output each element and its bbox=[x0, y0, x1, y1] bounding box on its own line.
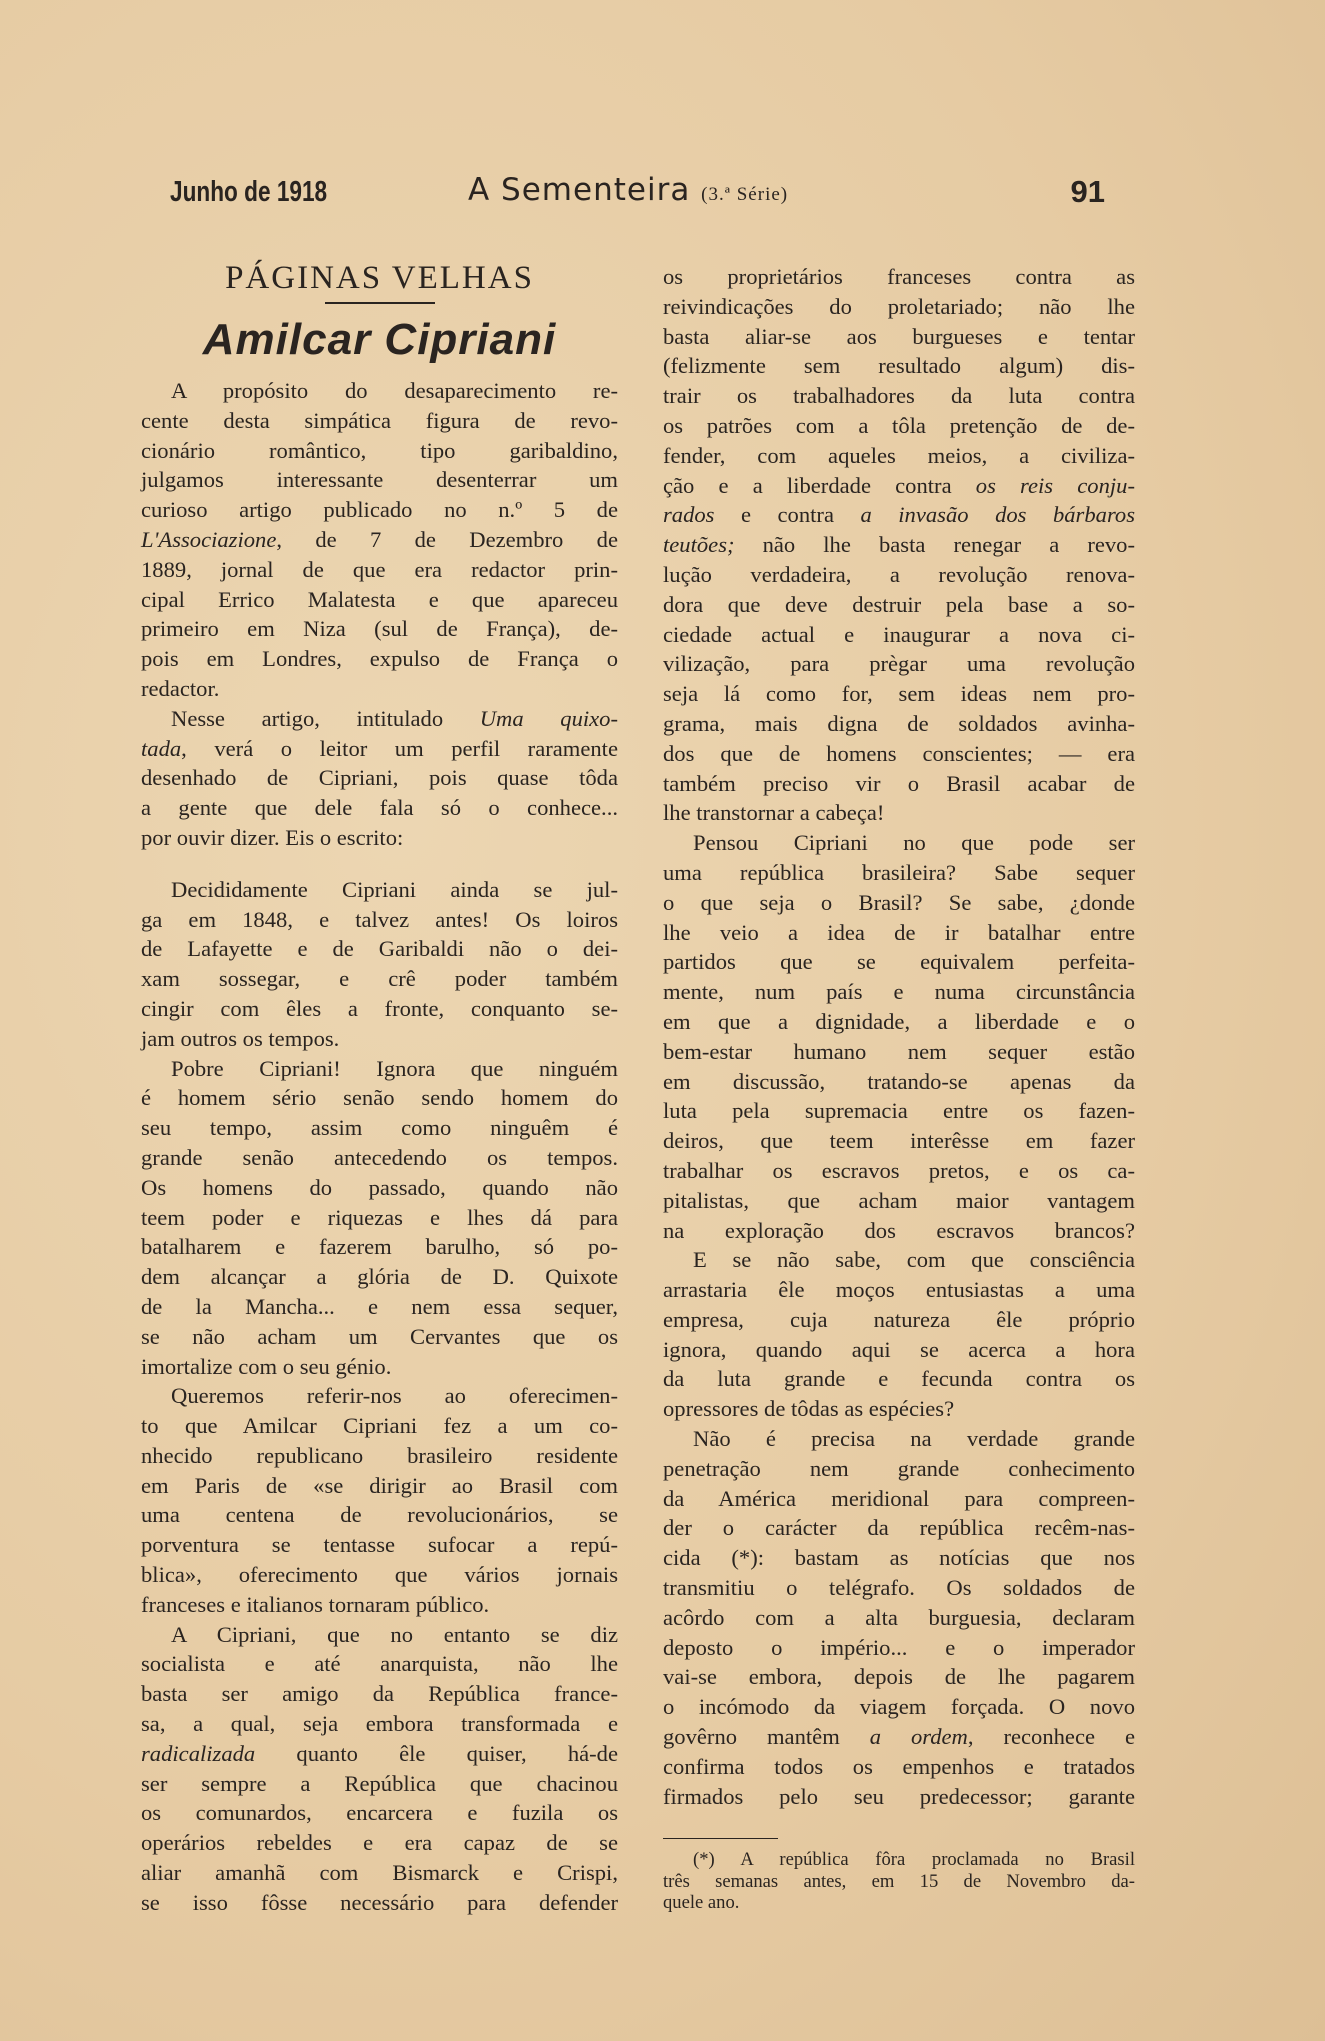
text-line: quele ano. bbox=[663, 1892, 740, 1913]
text-line: to que Amilcar Cipriani fez a um co- bbox=[141, 1413, 618, 1439]
text-line: Pobre Cipriani! Ignora que ninguém bbox=[171, 1055, 618, 1081]
article-title: Amilcar Cipriani bbox=[202, 315, 557, 364]
text-line: vai-se embora, depois de lhe pagarem bbox=[663, 1664, 1135, 1690]
text-line: teutões; não lhe basta renegar a revo- bbox=[663, 532, 1135, 558]
text-line: cipal Errico Malatesta e que apareceu bbox=[141, 586, 618, 612]
text-line: seja lá como for, sem ideas nem pro- bbox=[663, 681, 1135, 707]
text-line: sa, a qual, seja embora transformada e bbox=[141, 1711, 618, 1737]
text-line: deposto o império... e o imperador bbox=[663, 1634, 1135, 1660]
text-line: em Paris de «se dirigir ao Brasil com bbox=[141, 1472, 618, 1498]
text-line: ser sempre a República que chacinou bbox=[141, 1770, 618, 1796]
text-line: basta ser amigo da República france- bbox=[141, 1681, 618, 1707]
text-line: pois em Londres, expulso de França o bbox=[141, 646, 618, 672]
text-line: basta aliar-se aos burgueses e tentar bbox=[663, 323, 1135, 349]
text-line: teem poder e riquezas e lhes dá para bbox=[141, 1204, 618, 1230]
text-line: de la Mancha... e nem essa sequer, bbox=[141, 1293, 618, 1319]
text-line: operários rebeldes e era capaz de se bbox=[141, 1830, 618, 1856]
text-line: aliar amanhã com Bismarck e Crispi, bbox=[141, 1860, 618, 1886]
text-line: penetração nem grande conhecimento bbox=[663, 1455, 1135, 1481]
text-line: lhe transtornar a cabeça! bbox=[663, 800, 885, 826]
text-line: se isso fôsse necessário para defender bbox=[141, 1889, 618, 1915]
text-line: ga em 1848, e talvez antes! Os loiros bbox=[141, 906, 618, 932]
text-line: fender, com aqueles meios, a civiliza- bbox=[663, 442, 1135, 468]
text-line: em discussão, tratando-se apenas da bbox=[663, 1068, 1135, 1094]
text-line: dos que de homens conscientes; — era bbox=[663, 740, 1135, 766]
right-column-text bbox=[663, 262, 1135, 1811]
text-line: dora que deve destruir pela base a so- bbox=[663, 591, 1135, 617]
text-line: lhe veio a idea de ir batalhar entre bbox=[663, 919, 1135, 945]
text-line: da América meridional para compreen- bbox=[663, 1485, 1135, 1511]
journal-name: A Sementeira bbox=[468, 172, 691, 208]
text-line: Pensou Cipriani no que pode ser bbox=[693, 830, 1135, 856]
text-line: primeiro em Niza (sul de França), de- bbox=[141, 616, 618, 642]
header-date: Junho de 1918 bbox=[170, 176, 328, 208]
text-line: pitalistas, que acham maior vantagem bbox=[663, 1187, 1135, 1213]
text-line: grande senão antecedendo os tempos. bbox=[141, 1144, 618, 1170]
footnote-rule bbox=[663, 1838, 778, 1839]
section-title: PÁGINAS VELHAS bbox=[225, 260, 534, 296]
text-line: blica», oferecimento que vários jornais bbox=[141, 1562, 618, 1588]
text-line: ciedade actual e inaugurar a nova ci- bbox=[663, 621, 1135, 647]
footnote bbox=[663, 1849, 1135, 1914]
text-line: jam outros os tempos. bbox=[141, 1025, 340, 1051]
text-line: uma centena de revolucionários, se bbox=[141, 1502, 618, 1528]
text-line: acôrdo com a alta burguesia, declaram bbox=[663, 1604, 1135, 1630]
text-line: (felizmente sem resultado algum) dis- bbox=[663, 353, 1135, 379]
left-column bbox=[141, 258, 618, 1918]
text-line: A Cipriani, que no entanto se diz bbox=[171, 1621, 618, 1647]
text-line: socialista e até anarquista, não lhe bbox=[141, 1651, 618, 1677]
text-line: franceses e italianos tornaram público. bbox=[141, 1591, 490, 1617]
text-line: julgamos interessante desenterrar um bbox=[141, 467, 618, 493]
text-line: também preciso vir o Brasil acabar de bbox=[663, 770, 1135, 796]
text-line: govêrno mantêm a ordem, reconhece e bbox=[663, 1724, 1135, 1750]
text-line: cionário romântico, tipo garibaldino, bbox=[141, 437, 618, 463]
text-line: reivindicações do proletariado; não lhe bbox=[663, 293, 1135, 319]
text-line: em que a dignidade, a liberdade e o bbox=[663, 1008, 1135, 1034]
text-line: os proprietários franceses contra as bbox=[663, 264, 1135, 289]
text-line: nhecido republicano brasileiro residente bbox=[141, 1442, 618, 1468]
text-line: A propósito do desaparecimento re- bbox=[171, 378, 618, 403]
text-line: ção e a liberdade contra os reis conju- bbox=[663, 472, 1135, 498]
text-line: é homem sério senão sendo homem do bbox=[141, 1085, 618, 1111]
text-line: Decididamente Cipriani ainda se jul- bbox=[171, 876, 618, 902]
text-line: der o carácter da república recêm-nas- bbox=[663, 1515, 1135, 1541]
text-line: transmitiu o telégrafo. Os soldados de bbox=[663, 1575, 1135, 1601]
text-line: bem-estar humano nem sequer estão bbox=[663, 1038, 1135, 1064]
text-line: luta pela supremacia entre os fazen- bbox=[663, 1098, 1135, 1124]
text-line: os patrões com a tôla pretenção de de- bbox=[663, 412, 1135, 438]
text-line: E se não sabe, com que consciência bbox=[693, 1247, 1135, 1273]
text-line: porventura se tentasse sufocar a repú- bbox=[141, 1532, 618, 1558]
left-column-text bbox=[141, 376, 618, 1918]
text-line: lução verdadeira, a revolução renova- bbox=[663, 561, 1135, 587]
text-line: batalharem e fazerem barulho, só po- bbox=[141, 1234, 618, 1260]
text-line: mente, num país e numa circunstância bbox=[663, 979, 1135, 1005]
text-line: cingir com êles a fronte, conquanto se- bbox=[141, 995, 618, 1021]
text-line: deiros, que teem interêsse em fazer bbox=[663, 1128, 1135, 1154]
text-line: L'Associazione, de 7 de Dezembro de bbox=[141, 526, 618, 552]
right-column bbox=[663, 262, 1135, 1811]
journal-title bbox=[468, 172, 788, 208]
text-line: se não acham um Cervantes que os bbox=[141, 1323, 618, 1349]
text-line: dem alcançar a glória de D. Quixote bbox=[141, 1264, 618, 1290]
text-line: empresa, cuja natureza êle próprio bbox=[663, 1306, 1135, 1332]
text-line: grama, mais digna de soldados avinha- bbox=[663, 710, 1135, 736]
paragraph-gap bbox=[141, 853, 618, 875]
running-header bbox=[170, 172, 1105, 216]
text-line: curioso artigo publicado no n.º 5 de bbox=[141, 497, 618, 523]
text-line: na exploração dos escravos brancos? bbox=[663, 1217, 1135, 1243]
text-line: cente desta simpática figura de revo- bbox=[141, 407, 618, 433]
text-line: Não é precisa na verdade grande bbox=[693, 1426, 1135, 1452]
text-line: imortalize com o seu génio. bbox=[141, 1353, 392, 1379]
text-line: três semanas antes, em 15 de Novembro da- bbox=[663, 1870, 1135, 1892]
text-line: redactor. bbox=[141, 675, 220, 701]
text-line: xam sossegar, e crê poder também bbox=[141, 966, 618, 992]
text-line: vilização, para prègar uma revolução bbox=[663, 651, 1135, 677]
text-line: firmados pelo seu predecessor; garante bbox=[663, 1783, 1135, 1809]
text-line: da luta grande e fecunda contra os bbox=[663, 1366, 1135, 1392]
text-line: ignora, quando aqui se acerca a hora bbox=[663, 1336, 1135, 1362]
title-rule bbox=[325, 302, 435, 304]
text-line: o incómodo da viagem forçada. O novo bbox=[663, 1694, 1135, 1720]
text-line: cida (*): bastam as notícias que nos bbox=[663, 1545, 1135, 1571]
text-line: por ouvir dizer. Eis o escrito: bbox=[141, 824, 404, 850]
page-number: 91 bbox=[1070, 174, 1105, 209]
text-line: 1889, jornal de que era redactor prin- bbox=[141, 556, 618, 582]
text-line: a gente que dele fala só o conhece... bbox=[141, 795, 618, 821]
text-line: (*) A república fôra proclamada no Brasil bbox=[693, 1849, 1135, 1870]
text-line: arrastaria êle moços entusiastas a uma bbox=[663, 1277, 1135, 1303]
text-line: de Lafayette e de Garibaldi não o dei- bbox=[141, 936, 618, 962]
text-line: Os homens do passado, quando não bbox=[141, 1174, 618, 1200]
text-line: trair os trabalhadores da luta contra bbox=[663, 383, 1135, 409]
text-line: seu tempo, assim como ninguêm é bbox=[141, 1115, 618, 1141]
text-line: radicalizada quanto êle quiser, há-de bbox=[141, 1740, 618, 1766]
text-line: o que seja o Brasil? Se sabe, ¿donde bbox=[663, 889, 1135, 915]
text-line: uma república brasileira? Sabe sequer bbox=[663, 859, 1135, 885]
text-line: trabalhar os escravos pretos, e os ca- bbox=[663, 1157, 1135, 1183]
text-line: Queremos referir-nos ao oferecimen- bbox=[171, 1383, 618, 1409]
journal-series: (3.ª Série) bbox=[701, 184, 789, 205]
text-line: desenhado de Cipriani, pois quase tôda bbox=[141, 765, 618, 791]
text-line: tada, verá o leitor um perfil raramente bbox=[141, 735, 618, 761]
text-line: rados e contra a invasão dos bárbaros bbox=[663, 502, 1135, 528]
text-line: opressores de tôdas as espécies? bbox=[663, 1396, 955, 1422]
text-line: partidos que se equivalem perfeita- bbox=[663, 949, 1135, 975]
text-line: os comunardos, encarcera e fuzila os bbox=[141, 1800, 618, 1826]
text-line: Nesse artigo, intitulado Uma quixo- bbox=[171, 705, 618, 731]
text-line: confirma todos os empenhos e tratados bbox=[663, 1753, 1135, 1779]
